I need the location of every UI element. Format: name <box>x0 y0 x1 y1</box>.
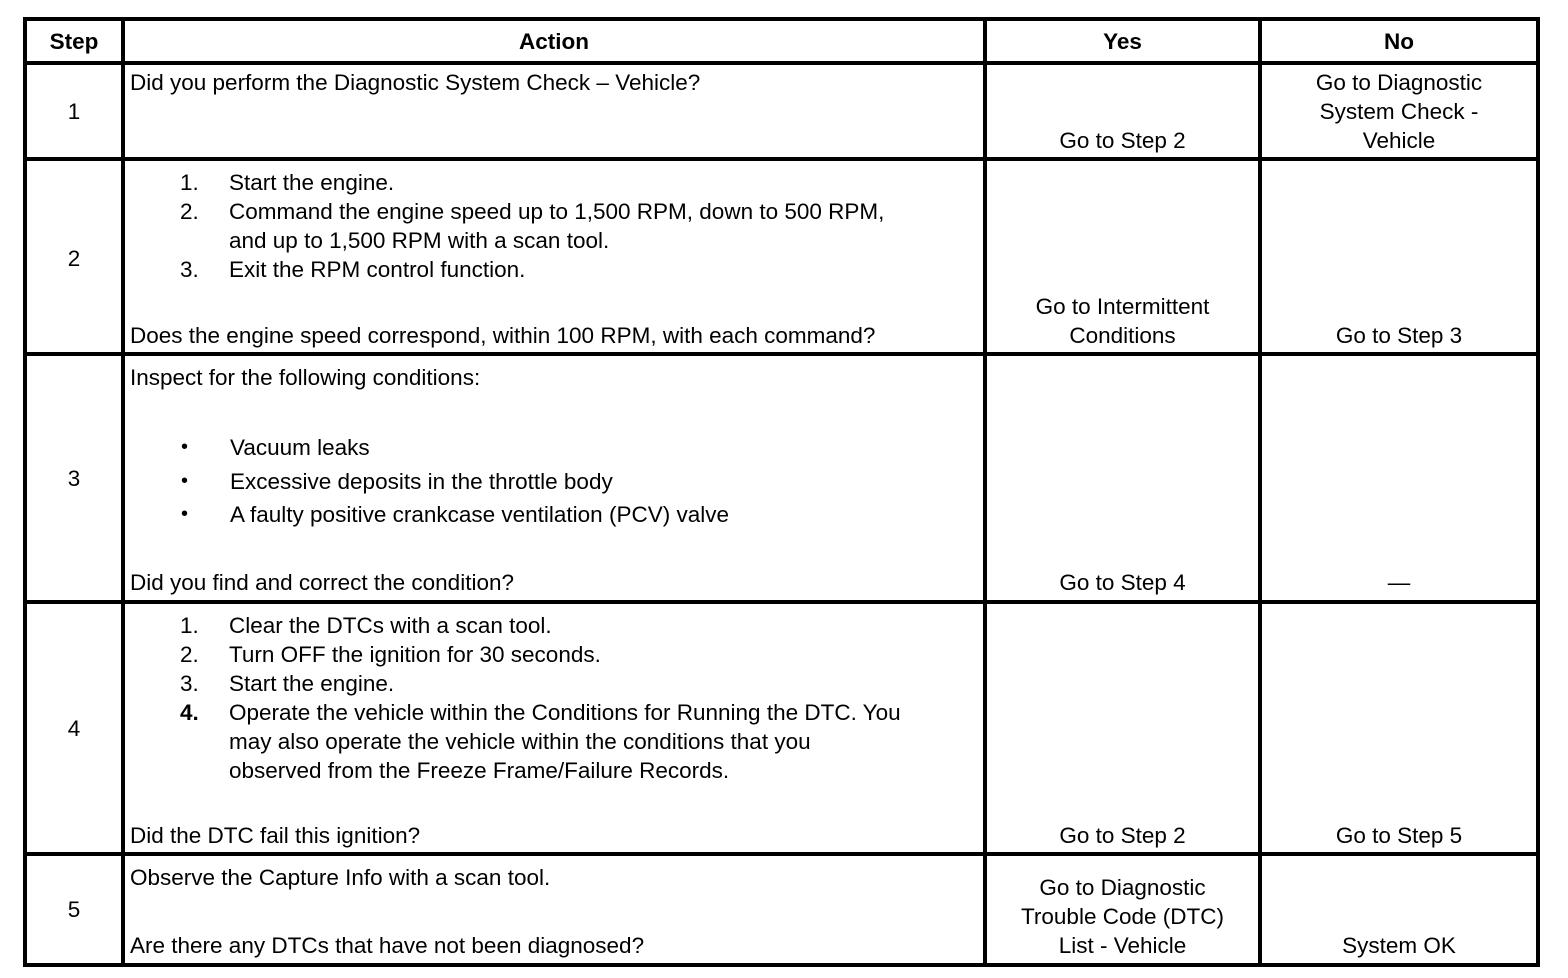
row-1-step-cell <box>27 65 121 157</box>
row-4-step: 4 <box>67 716 81 741</box>
row-1-yes-cell <box>987 65 1258 157</box>
row-2-yes-line-1[interactable]: Go to Intermittent <box>1035 294 1210 319</box>
row-3-yes-link[interactable]: Go to Step 4 <box>1059 570 1186 595</box>
row-3-bullet-3-text: A faulty positive crankcase ventilation (PCV) valve <box>230 502 729 527</box>
row-3-action-cell <box>125 356 983 600</box>
row-4-step-cell <box>27 604 121 852</box>
row-2-yes-line-2[interactable]: Conditions <box>1069 323 1176 348</box>
row-4-no-cell <box>1262 604 1536 852</box>
row-2-step: 2 <box>67 246 81 271</box>
row-2-item-2-text-line-1: Command the engine speed up to 1,500 RPM, down to 500 RPM, <box>229 199 885 224</box>
header-yes-cell <box>987 21 1258 61</box>
row-1-yes-link[interactable]: Go to Step 2 <box>1059 128 1186 153</box>
header-action: Action <box>519 29 589 54</box>
row-1-action-cell <box>125 65 983 157</box>
row-5-action-text: Observe the Capture Info with a scan tool. <box>130 865 551 890</box>
header-action-cell <box>125 21 983 61</box>
row-5-yes-line-3[interactable]: List - Vehicle <box>1058 933 1187 958</box>
row-1-step: 1 <box>67 99 81 124</box>
row-3-bullet-2-text: Excessive deposits in the throttle body <box>230 469 613 494</box>
row-3-bullet-1-marker: • <box>181 436 189 458</box>
row-4-item-4-number: 4. <box>180 700 199 725</box>
row-5-no-text: System OK <box>1342 933 1456 958</box>
row-3-step-cell <box>27 356 121 600</box>
row-4-question: Did the DTC fail this ignition? <box>130 823 421 848</box>
row-1-action-text: Did you perform the Diagnostic System Check – Vehicle? <box>130 70 701 95</box>
row-3-step: 3 <box>67 466 81 491</box>
row-2-no-cell <box>1262 161 1536 352</box>
row-2-yes-cell <box>987 161 1258 352</box>
row-4-item-4-text-line-3: observed from the Freeze Frame/Failure Records. <box>229 758 730 783</box>
row-3-no-dash: — <box>1387 570 1411 595</box>
row-3-bullet-3-marker: • <box>181 503 189 525</box>
row-3-bullet-2-marker: • <box>181 470 189 492</box>
diagnostic-table <box>23 17 1540 967</box>
header-no-cell <box>1262 21 1536 61</box>
row-5-yes-line-1[interactable]: Go to Diagnostic <box>1039 875 1206 900</box>
row-3-yes-cell <box>987 356 1258 600</box>
row-5-yes-cell <box>987 856 1258 963</box>
row-4-item-1-text: Clear the DTCs with a scan tool. <box>229 613 552 638</box>
row-3-question: Did you find and correct the condition? <box>130 570 514 595</box>
header-yes: Yes <box>1103 29 1142 54</box>
row-4-item-3-number: 3. <box>180 671 199 696</box>
row-2-item-2-text-line-2: and up to 1,500 RPM with a scan tool. <box>229 228 610 253</box>
row-5-action-cell <box>125 856 983 963</box>
row-4-action-cell <box>125 604 983 852</box>
row-2-item-1-text: Start the engine. <box>229 170 395 195</box>
row-2-item-3-text: Exit the RPM control function. <box>229 257 526 282</box>
row-2-item-1-number: 1. <box>180 170 199 195</box>
row-5-step-cell <box>27 856 121 963</box>
row-4-item-3-text: Start the engine. <box>229 671 395 696</box>
row-3-no-cell <box>1262 356 1536 600</box>
row-4-item-2-number: 2. <box>180 642 199 667</box>
row-2-item-3-number: 3. <box>180 257 199 282</box>
row-4-yes-cell <box>987 604 1258 852</box>
row-4-item-1-number: 1. <box>180 613 199 638</box>
row-1-no-cell <box>1262 65 1536 157</box>
header-no: No <box>1384 29 1414 54</box>
row-4-no-link[interactable]: Go to Step 5 <box>1335 823 1463 848</box>
row-4-item-2-text: Turn OFF the ignition for 30 seconds. <box>229 642 601 667</box>
row-1-no-line-3[interactable]: Vehicle <box>1362 128 1436 153</box>
row-5-question: Are there any DTCs that have not been diagnosed? <box>130 933 645 958</box>
row-3-intro: Inspect for the following conditions: <box>130 365 481 390</box>
row-4-item-4-text-line-2: may also operate the vehicle within the conditions that you <box>229 729 811 754</box>
row-2-action-cell <box>125 161 983 352</box>
row-2-step-cell <box>27 161 121 352</box>
row-2-item-2-number: 2. <box>180 199 199 224</box>
row-5-no-cell <box>1262 856 1536 963</box>
row-4-yes-link[interactable]: Go to Step 2 <box>1059 823 1186 848</box>
row-5-yes-line-2[interactable]: Trouble Code (DTC) <box>1021 904 1224 929</box>
row-3-bullet-1-text: Vacuum leaks <box>230 435 370 460</box>
row-1-no-line-2[interactable]: System Check - <box>1319 99 1479 124</box>
row-2-no-link[interactable]: Go to Step 3 <box>1335 323 1463 348</box>
header-step-cell <box>27 21 121 61</box>
header-step: Step <box>49 29 99 54</box>
row-2-question: Does the engine speed correspond, within 100 RPM, with each command? <box>130 323 876 348</box>
row-4-item-4-text-line-1: Operate the vehicle within the Conditions for Running the DTC. You <box>229 700 901 725</box>
row-5-step: 5 <box>67 897 81 922</box>
row-1-no-line-1[interactable]: Go to Diagnostic <box>1315 70 1483 95</box>
